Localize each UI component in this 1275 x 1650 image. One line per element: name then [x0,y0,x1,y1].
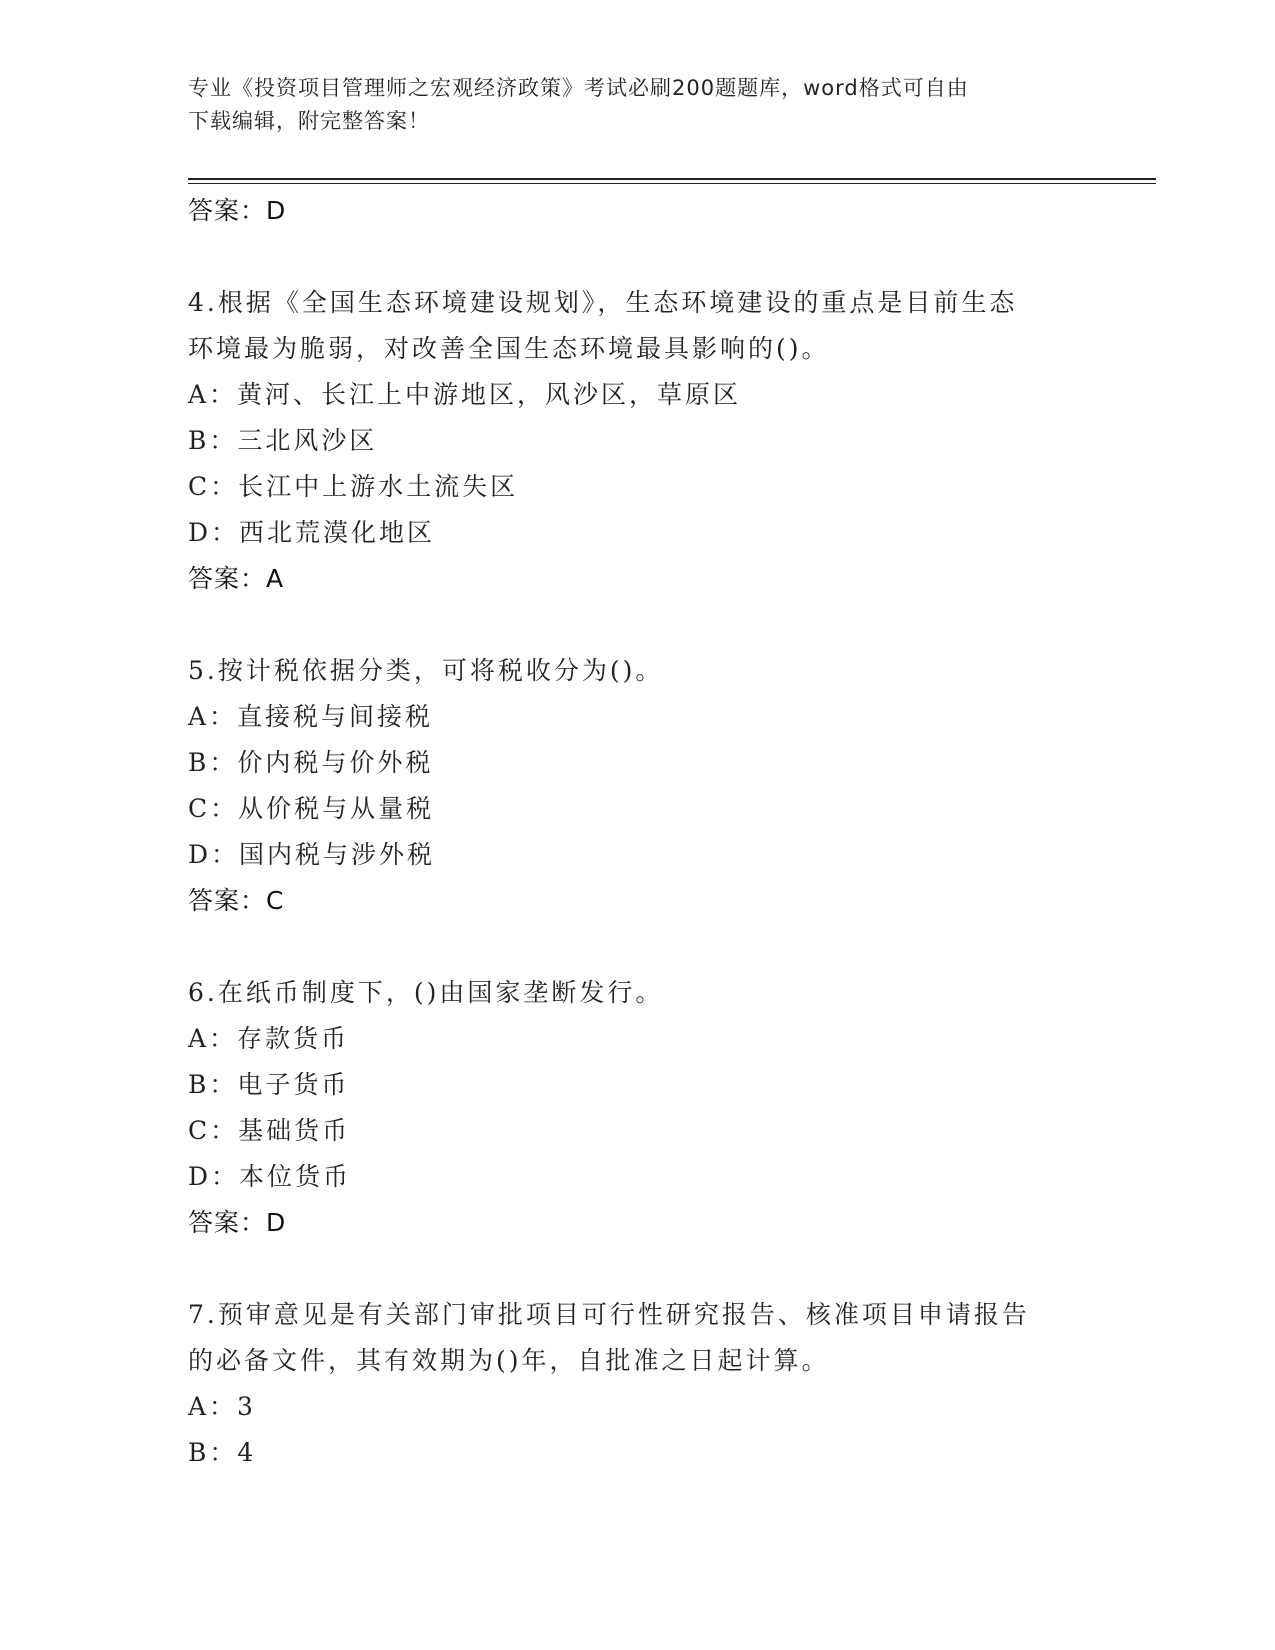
option-d: D：本位货币 [188,1162,352,1191]
answer-line: 答案：D [188,196,287,225]
document-body [188,188,1088,1476]
spacer [188,234,1088,280]
header-line-1: 专业《投资项目管理师之宏观经济政策》考试必刷200题题库，word格式可自由 [188,76,969,100]
option-b: B：电子货币 [188,1070,350,1099]
spacer [188,602,1088,648]
option-b: B：4 [188,1438,257,1467]
answer-line: 答案：C [188,886,285,915]
header-line-2: 下载编辑，附完整答案！ [188,109,430,133]
option-d: D：国内税与涉外税 [188,840,436,869]
option-b: B：价内税与价外税 [188,748,434,777]
option-d: D：西北荒漠化地区 [188,518,436,547]
option-b: B：三北风沙区 [188,426,378,455]
option-c: C：长江中上游水土流失区 [188,472,519,501]
option-c: C：从价税与从量税 [188,794,435,823]
spacer [188,1246,1088,1292]
question-text: 6.在纸币制度下，()由国家垄断发行。 [188,978,664,1007]
option-c: C：基础货币 [188,1116,351,1145]
question-text: 的必备文件，其有效期为()年，自批准之日起计算。 [188,1346,830,1375]
document-header [188,72,1088,138]
answer-line: 答案：D [188,1208,287,1237]
question-block-6 [188,970,1088,1246]
option-a: A：3 [188,1392,256,1421]
option-a: A：黄河、长江上中游地区，风沙区，草原区 [188,380,742,409]
answer-line: 答案：A [188,564,285,593]
spacer [188,924,1088,970]
question-block-4 [188,280,1088,602]
option-a: A：存款货币 [188,1024,350,1053]
question-text: 7.预审意见是有关部门审批项目可行性研究报告、核准项目申请报告 [188,1300,1030,1329]
question-text: 4.根据《全国生态环境建设规划》，生态环境建设的重点是目前生态 [188,288,1018,317]
question-block-7 [188,1292,1088,1476]
question-text: 5.按计税依据分类，可将税收分为()。 [188,656,664,685]
question-text: 环境最为脆弱，对改善全国生态环境最具影响的()。 [188,334,830,363]
question-block-5 [188,648,1088,924]
header-rule-thin [188,183,1156,184]
header-rule-thick [188,178,1156,180]
option-a: A：直接税与间接税 [188,702,434,731]
